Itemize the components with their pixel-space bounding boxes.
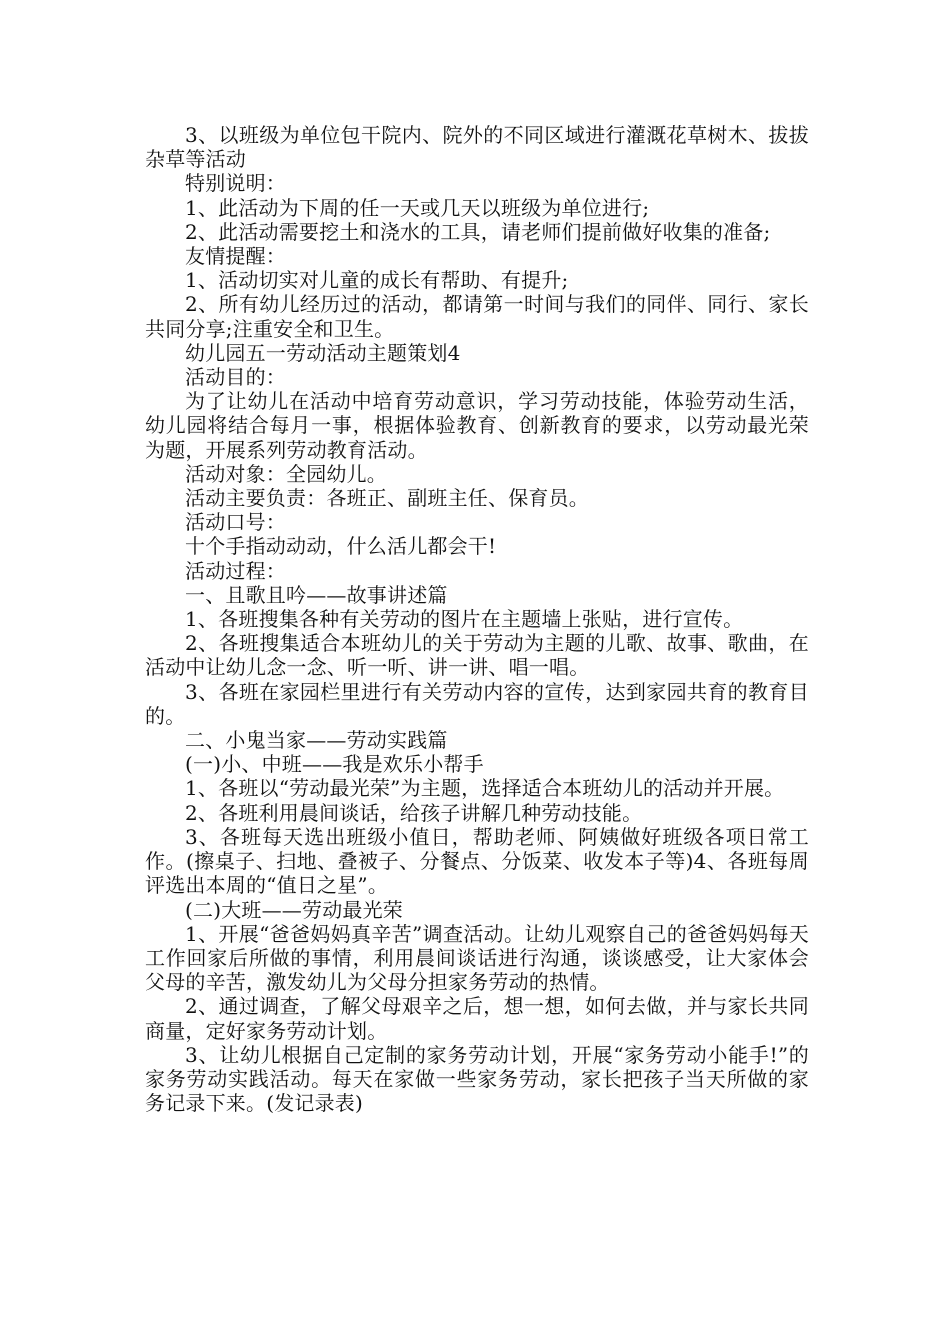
paragraph: 一、且歌且吟——故事讲述篇 bbox=[185, 582, 448, 607]
paragraph: 特别说明： bbox=[185, 171, 286, 196]
paragraph: 1、此活动为下周的任一天或几天以班级为单位进行; bbox=[185, 195, 650, 220]
paragraph: (一)小、中班——我是欢乐小帮手 bbox=[185, 752, 484, 777]
paragraph: 1、各班以“劳动最光荣”为主题，选择适合本班幼儿的活动并开展。 bbox=[185, 776, 785, 801]
paragraph: 1、开展“爸爸妈妈真辛苦”调查活动。让幼儿观察自己的爸爸妈妈每天工作回家后所做的事情，利用晨间谈话进行沟通，谈谈感受，让大家体会父母的辛苦，激发幼儿为父母分担家务劳动的热情。 bbox=[145, 921, 809, 995]
paragraph: 3、各班每天选出班级小值日，帮助老师、阿姨做好班级各项日常工作。(擦桌子、扫地、叠被子、分餐点、分饭菜、收发本子等)4、各班每周评选出本周的“值日之星”。 bbox=[145, 824, 809, 898]
paragraph: 活动对象：全园幼儿。 bbox=[185, 461, 387, 486]
paragraph: (二)大班——劳动最光荣 bbox=[185, 897, 404, 922]
document-body bbox=[145, 123, 809, 1115]
paragraph: 3、让幼儿根据自己定制的家务劳动计划，开展“家务劳动小能手!”的家务劳动实践活动。每天在家做一些家务劳动，家长把孩子当天所做的家务记录下来。(发记录表) bbox=[145, 1042, 809, 1116]
paragraph: 3、以班级为单位包干院内、院外的不同区域进行灌溉花草树木、拔拔杂草等活动 bbox=[145, 123, 809, 172]
paragraph: 2、各班搜集适合本班幼儿的关于劳动为主题的儿歌、故事、歌曲，在活动中让幼儿念一念、听一听、讲一讲、唱一唱。 bbox=[145, 631, 809, 680]
paragraph: 为了让幼儿在活动中培育劳动意识，学习劳动技能，体验劳动生活，幼儿园将结合每月一事，根据体验教育、创新教育的要求，以劳动最光荣为题，开展系列劳动教育活动。 bbox=[145, 389, 809, 462]
paragraph: 2、通过调查，了解父母艰辛之后，想一想，如何去做，并与家长共同商量，定好家务劳动计划。 bbox=[145, 994, 809, 1043]
paragraph: 2、此活动需要挖土和浇水的工具，请老师们提前做好收集的准备; bbox=[185, 219, 771, 244]
paragraph: 十个手指动动动，什么活儿都会干! bbox=[185, 534, 497, 559]
paragraph: 活动过程： bbox=[185, 558, 286, 583]
paragraph: 1、各班搜集各种有关劳动的图片在主题墙上张贴，进行宣传。 bbox=[185, 607, 744, 632]
paragraph: 活动口号： bbox=[185, 510, 286, 535]
paragraph: 1、活动切实对儿童的成长有帮助、有提升; bbox=[185, 268, 569, 293]
section-title: 幼儿园五一劳动活动主题策划4 bbox=[185, 340, 461, 365]
paragraph: 3、各班在家园栏里进行有关劳动内容的宣传，达到家园共育的教育目的。 bbox=[145, 679, 809, 728]
paragraph: 2、各班利用晨间谈话，给孩子讲解几种劳动技能。 bbox=[185, 800, 643, 825]
paragraph: 活动目的： bbox=[185, 365, 286, 390]
paragraph: 友情提醒： bbox=[185, 244, 286, 269]
paragraph: 活动主要负责：各班正、副班主任、保育员。 bbox=[185, 486, 589, 511]
paragraph: 2、所有幼儿经历过的活动，都请第一时间与我们的同伴、同行、家长共同分享;注重安全和卫生。 bbox=[145, 292, 809, 341]
paragraph: 二、小鬼当家——劳动实践篇 bbox=[185, 728, 448, 753]
